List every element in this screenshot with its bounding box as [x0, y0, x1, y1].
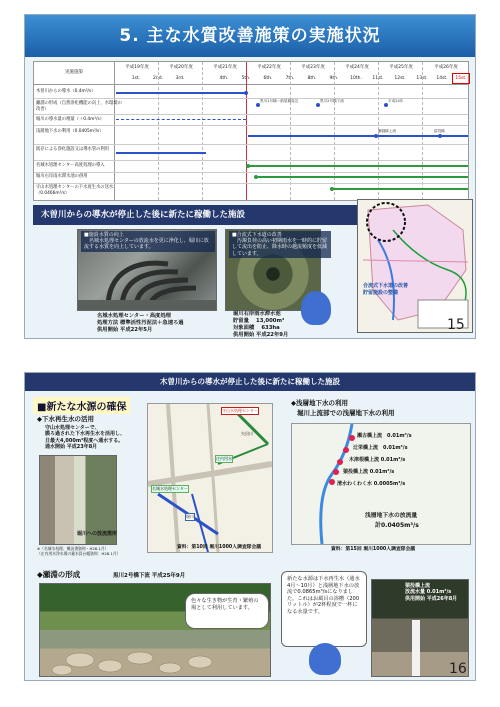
stop-line — [246, 62, 247, 200]
row-divider — [34, 114, 468, 115]
map-label-shonai: 庄内用水 — [215, 455, 233, 463]
milestone-marker — [256, 103, 260, 107]
annotation: 黒川1号橋〜納屋橋周辺 — [260, 99, 299, 103]
milestone-marker — [384, 103, 388, 107]
schedule-bar — [248, 165, 468, 167]
bar-end-marker — [244, 91, 248, 95]
term-label: 5th. — [241, 76, 251, 81]
point-kizune: 木津根橋上流 0.01m³/s — [349, 457, 406, 463]
current-term-label: 15st. — [452, 73, 470, 84]
page-number: 15 — [447, 317, 465, 333]
bar-start-marker — [246, 164, 250, 168]
term-label: 6th. — [263, 76, 273, 81]
reclaimed-water-text: 守山水処理センターで、 膜ろ過された下水再生水を活用し、 日最大4,000m³程度へ通水する。 通水開始 平成23年8月 — [45, 425, 126, 451]
combined-sewer-note: ■合流式下水道の改善 汚濁負荷の高い初期雨水を一時的に貯留して流出を防止、降水時の越流頻度を低減しています。 — [229, 231, 331, 258]
groundwater-total-label: 浅層地下水の放流量 — [365, 513, 418, 519]
row-divider — [34, 144, 468, 145]
point-shimizu: 清水わくわく水 0.0005m³/s — [337, 481, 406, 487]
groundwater-heading: ◆浅層地下水の利用 — [291, 399, 348, 407]
page-number: 16 — [449, 661, 467, 677]
row-label: 堀川右岸雨水滞水池の供用 — [36, 174, 88, 179]
sanage-bridge-caption: 猿投橋上流 放流水量 0.01m³/s 供用開始 平成26年8月 — [405, 583, 458, 602]
milestone-marker — [316, 103, 320, 107]
map-label-horikawa: 堀川 — [185, 513, 195, 521]
row-label: 瀬淵の形成（自然浄化機能の向上、水環境の改善） — [36, 101, 122, 112]
schedule-table — [33, 61, 469, 201]
annotation: 猿投橋 — [434, 129, 445, 133]
grid-line — [202, 62, 203, 200]
reclaimed-water-subheading: ◆下水再生水の活用 — [37, 415, 94, 423]
map-label-meijo: 名城水処理センター — [151, 485, 189, 493]
year-header: 平成25年度 — [389, 65, 413, 70]
term-label: 9th. — [329, 76, 339, 81]
slide-15 — [24, 14, 476, 339]
term-label: 8th. — [307, 76, 317, 81]
grid-line — [422, 62, 423, 200]
schedule-bar — [248, 135, 468, 137]
corner-label: 実施施策 — [65, 70, 83, 75]
year-header: 平成26年度 — [434, 65, 458, 70]
groundwater-subheading: 堀川上流部での浅層地下水の利用 — [297, 409, 395, 417]
riffle-pool-location: 黒川2号橋下流 平成25年9月 — [113, 573, 186, 579]
mascot-icon — [309, 643, 341, 675]
water-volume-speech-bubble: 新たな水源は下水再生水（通水4月〜10月）と浅層地下水の放流で0.0865m³/sになりました。これはお風呂の浴槽（200リットル）が2杯程度で一杯になる水量です。 — [281, 571, 367, 647]
schedule-bar — [332, 188, 468, 190]
retention-pond-caption: 堀川右岸雨水滞水池 貯留量 13,000m³ 対象面積 633ha 供用開始 平成22年9月 — [233, 311, 289, 338]
milestone-marker — [438, 134, 442, 138]
term-label: 11st. — [372, 76, 384, 81]
riffle-pool-heading: ◆瀬淵の形成 — [37, 570, 81, 579]
term-label: 13st. — [416, 76, 428, 81]
milestone-marker — [374, 134, 378, 138]
year-header: 平成22年度 — [257, 65, 281, 70]
area-map-drawing — [358, 200, 472, 332]
year-header: 平成19年度 — [125, 65, 149, 70]
schedule-bar — [116, 92, 246, 94]
row-label: 浅層地下水の利用（0.0405m³/s） — [36, 129, 104, 134]
point-seko: 瀬古橋上流 0.01m³/s — [357, 433, 412, 439]
advanced-treatment-note: ■施設水質の向上 名城水処理センターの放流水を更に浄化し、堀川に放流する水質を向上しています。 — [81, 231, 215, 252]
slide-16 — [24, 372, 476, 681]
grid-line — [158, 62, 159, 200]
slide-title: 5. 主な水質改善施策の実施状況 — [25, 15, 475, 57]
map-label-moriyama: 守山水処理センター — [221, 407, 259, 415]
schedule-bar — [116, 119, 246, 120]
term-label: 4th. — [219, 76, 229, 81]
term-label: 1st. — [131, 76, 141, 81]
term-label: 7th. — [285, 76, 295, 81]
groundwater-source: 資料：第15回 堀川1000人調査隊会議 — [331, 547, 416, 552]
slide-title: 木曽川からの導水が停止した後に新たに稼働した施設 — [25, 373, 475, 391]
schedule-bar — [116, 152, 206, 154]
water-route-map — [147, 403, 273, 553]
habitat-speech-bubble: 色々な生き物が生育・繁殖の場として利用しています。 — [185, 593, 269, 629]
map-source: 資料：第10回 堀川1000人調査隊会議 — [177, 545, 262, 550]
year-header: 平成24年度 — [345, 65, 369, 70]
grid-line — [290, 62, 291, 200]
bar-start-marker — [254, 175, 258, 179]
year-header: 平成21年度 — [213, 65, 237, 70]
bar-start-marker — [330, 187, 334, 191]
annotation: 瀬割橋上流 — [378, 129, 396, 133]
annotation: 黒川2号橋下流 — [320, 99, 344, 103]
row-divider — [34, 125, 468, 126]
point-tsujisakae: 辻栄橋上流 0.01m³/s — [353, 445, 408, 451]
row-divider — [34, 183, 468, 184]
term-label: 10th. — [350, 76, 362, 81]
row-divider — [34, 172, 468, 173]
new-water-source-heading: ■新たな水源の確保 — [33, 397, 130, 414]
term-label: 3rd. — [175, 76, 185, 81]
row-label: 守山水処理センターの下水再生水の送水（0.0466m³/s） — [36, 185, 114, 196]
discharge-point-label: 堀川への放流箇所 — [77, 531, 118, 537]
row-divider — [34, 160, 468, 161]
grid-line — [334, 62, 335, 200]
term-label: 2nd. — [152, 76, 163, 81]
row-label: 木曽川からの導水（0.4m³/s） — [36, 89, 96, 94]
row-label: 名城水処理センター高度処理の導入 — [36, 163, 105, 168]
schedule-header — [34, 62, 468, 85]
groundwater-total-value: 計0.0405m³/s — [375, 522, 419, 529]
map-label: 合流式下水道の改善 貯留施設の整備 — [363, 283, 409, 296]
mascot-icon — [301, 291, 331, 325]
point-sanage: 猿投橋上流 0.01m³/s — [343, 469, 395, 475]
term-label: 14st. — [436, 76, 448, 81]
reclaimed-water-source: ※（名城水処理、概況書資料・H28.1月） （庄内用水浄水場の量水員台帳資料：H28.1月） — [37, 546, 121, 556]
area-map — [357, 199, 473, 333]
schedule-bar — [256, 176, 468, 178]
section-banner: 木曽川からの導水が停止した後に新たに稼働した施設 — [33, 205, 363, 225]
advanced-treatment-caption: 名城水処理センター・高度処理 処理方法 標準活性汚泥法＋急速ろ過 供用開始 平成22年5月 — [97, 313, 184, 333]
water-route-map-drawing — [148, 404, 272, 552]
annotation: 平成24年 — [388, 99, 404, 103]
year-header: 平成20年度 — [169, 65, 193, 70]
row-label: 堀川の導水量の増量（＋0.4m³/s） — [36, 117, 104, 122]
year-header: 平成23年度 — [301, 65, 325, 70]
map-label-yadagawa: 矢田川 — [241, 431, 253, 436]
row-label: 既存による浄化施設又は導水管の利用 — [36, 147, 110, 152]
term-label: 12st. — [394, 76, 406, 81]
